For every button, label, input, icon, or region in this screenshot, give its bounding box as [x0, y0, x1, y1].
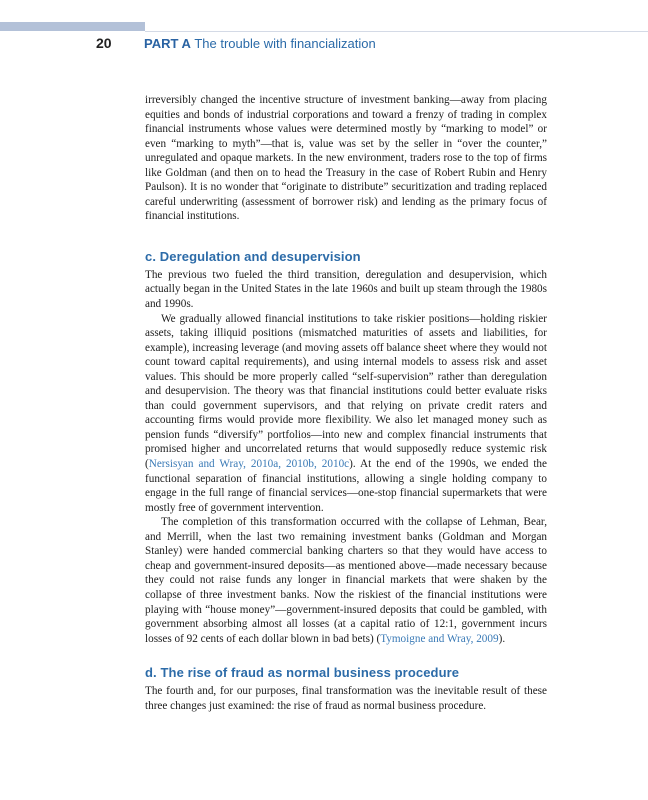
section-d-paragraph-1: The fourth and, for our purposes, final transformation was the inevitable result of these three changes just examined: the rise of fraud as normal business procedure.	[145, 685, 547, 712]
section-c-paragraph-1: The previous two fueled the third transition, deregulation and desupervision, which actually began in the United States in the late 1960s and built up steam through the 1980s and 1990s.	[145, 268, 547, 311]
page-number: 20	[96, 35, 112, 51]
page-body	[145, 93, 547, 713]
section-c-title: Deregulation and desupervision	[159, 248, 361, 264]
citation-link-tymoigne-wray[interactable]: Tymoigne and Wray, 2009	[380, 632, 499, 645]
section-c-letter: c.	[145, 248, 157, 264]
part-title: The trouble with financialization	[194, 36, 376, 51]
running-head	[144, 35, 376, 53]
section-d-letter: d.	[145, 665, 157, 681]
section-c-paragraph-2-text-a: We gradually allowed financial institutions to take riskier positions—holding riskier assets, taking illiquid positions (mismatched maturities of assets and liabilities, for example), increasing leverage (and moving assets off balance sheet where they would not count toward capital requirements), and using internal models to assess risk and asset values. This should be more properly called “self-supervision” rather than deregulation and desupervision. The theory was that financial institutions could better evaluate risks than could government supervisors, and that relying on private credit raters and accounting firms would provide more flexibility. We also let managed money such as pension funds “diversify” portfolios—into new and complex financial instruments that promised higher and uncorrelated returns that would supposedly reduce systemic risk (	[145, 312, 547, 471]
header-color-bar	[0, 22, 145, 31]
citation-link-nersisyan-wray[interactable]: Nersisyan and Wray, 2010a, 2010b, 2010c	[148, 458, 350, 471]
header-rule	[145, 31, 648, 32]
section-c-paragraph-3-text-b: ).	[498, 632, 506, 645]
section-d-title: The rise of fraud as normal business procedure	[160, 665, 460, 681]
intro-paragraph: irreversibly changed the incentive structure of investment banking—away from placing equities and bonds of industrial corporations and toward a frenzy of trading in complex financial instruments whose values were determined mostly by “marking to model” or even “marking to myth”—that is, value was set by the seller in “over the counter,” unregulated and opaque markets. In the new environment, traders rose to the top of firms like Goldman (and then on to head the Treasury in the case of Robert Rubin and Henry Paulson). It is no wonder that “originate to distribute” securitization and trading replaced careful underwriting (assessment of borrower risk) and lending as the primary focus of financial institutions.	[145, 94, 547, 223]
part-label: PART A	[144, 36, 191, 51]
section-c-paragraph-2-text-b: ). At the end of the 1990s, we ended the functional separation of financial institutions, allowing a single holding company to engage in the full range of financial services—one-stop financial supermarkets that were mostly free of government intervention.	[145, 458, 547, 514]
section-c-heading	[145, 248, 547, 266]
section-c-paragraph-3	[145, 515, 547, 646]
section-c-paragraph-2	[145, 312, 547, 516]
section-c-paragraph-3-text-a: The completion of this transformation occurred with the collapse of Lehman, Bear, and Merrill, when the last two remaining investment banks (Goldman and Morgan Stanley) were handed commercial banking charters so that they would have access to cheap and government-insured deposits—as mentioned above—made necessary because they could not raise funds any longer in financial markets that were shaken by the collapse of three investment banks. Now the riskiest of the financial institutions were playing with “house money”—government-insured deposits that could be gambled, with government absorbing almost all losses (at a capital ratio of 12:1, government incurs losses of 92 cents of each dollar blown in bad bets) (	[145, 516, 547, 645]
section-d-heading	[145, 664, 547, 682]
